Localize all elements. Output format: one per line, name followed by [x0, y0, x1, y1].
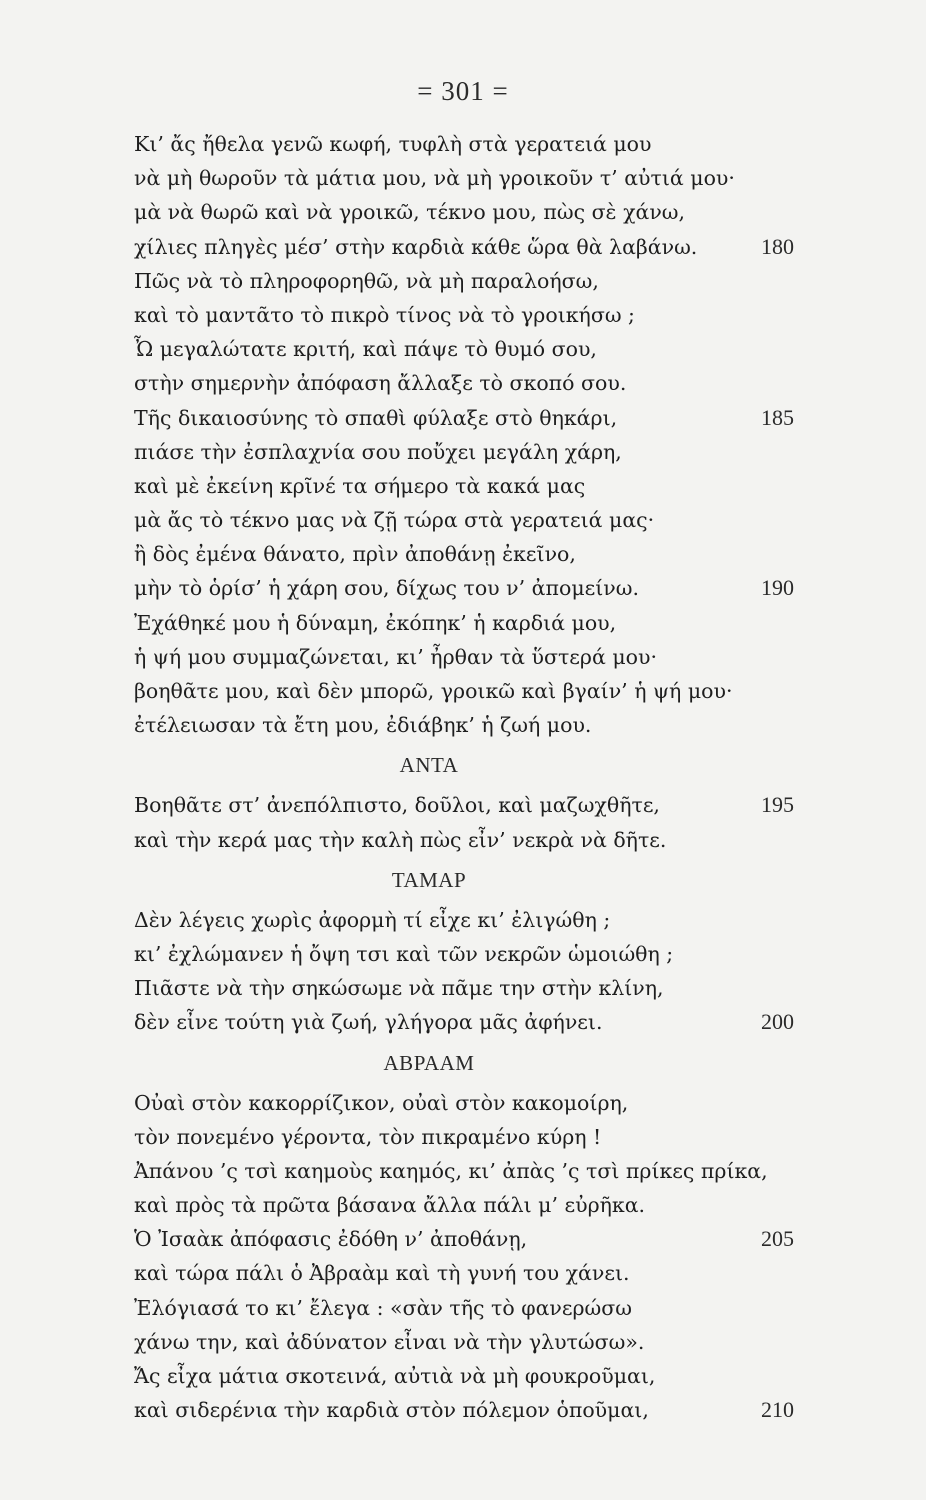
verse-line-text: καὶ πρὸς τὰ πρῶτα βάσανα ἄλλα πάλι μ’ εὐρῆκα. — [134, 1193, 646, 1218]
verse-line-text: Ὁ Ἰσαὰκ ἀπόφασις ἐδόθη ν’ ἀποθάνῃ, — [134, 1227, 528, 1252]
verse-line-text: νὰ μὴ θωροῦν τὰ μάτια μου, νὰ μὴ γροικοῦν τ’ αὐτιά μου· — [134, 166, 735, 191]
verse-line — [134, 971, 794, 1005]
verse-block-3 — [134, 903, 794, 1040]
verse-line-text: ἐτέλειωσαν τὰ ἔτη μου, ἐδιάβηκ’ ἡ ζωή μου. — [134, 713, 592, 738]
verse-line-text: Ἐλόγιασά το κι’ ἔλεγα : «σὰν τῆς τὸ φανερώσω — [134, 1295, 632, 1320]
verse-line — [134, 332, 794, 366]
verse-line — [134, 230, 794, 264]
verse-line-text: καὶ μὲ ἐκείνη κρῖνέ τα σήμερο τὰ κακά μας — [134, 473, 586, 498]
verse-line-text: Ἄς εἶχα μάτια σκοτεινά, αὐτιὰ νὰ μὴ φουκροῦμαι, — [134, 1364, 656, 1388]
line-number: 185 — [761, 404, 794, 430]
verse-line — [134, 1325, 794, 1359]
verse-line-text: πιάσε τὴν ἐσπλαχνία σου ποὔχει μεγάλη χάρη, — [134, 439, 622, 464]
verse-line-text: χίλιες πληγὲς μέσ’ στὴν καρδιὰ κάθε ὥρα θὰ λαβάνω. — [134, 234, 698, 259]
verse-line — [134, 606, 794, 640]
line-number: 195 — [761, 792, 794, 818]
verse-line-text: Κι’ ἄς ἤθελα γενῶ κωφή, τυφλὴ στὰ γερατειά μου — [134, 132, 652, 156]
verse-line-text: Ὦ μεγαλώτατε κριτή, καὶ πάψε τὸ θυμό σου, — [134, 337, 597, 362]
verse-line-text: δὲν εἶνε τούτη γιὰ ζωή, γλήγορα μᾶς ἀφήνει. — [134, 1010, 603, 1035]
verse-text — [134, 127, 794, 1427]
line-number: 200 — [761, 1009, 794, 1035]
line-number: 190 — [761, 575, 794, 601]
verse-block-4 — [134, 1086, 794, 1428]
verse-line — [134, 1120, 794, 1154]
verse-line-text: καὶ τὸ μαντᾶτο τὸ πικρὸ τίνος νὰ τὸ γροικήσω ; — [134, 302, 635, 327]
verse-line-text: Ἀπάνου ’ς τσὶ καημοὺς καημός, κι’ ἀπὰς ’ς τσὶ πρίκες πρίκα, — [134, 1158, 768, 1183]
verse-line — [134, 1005, 794, 1039]
verse-line — [134, 127, 794, 161]
verse-line — [134, 788, 794, 822]
verse-line-text: μὴν τὸ ὁρίσ’ ἡ χάρη σου, δίχως του ν’ ἀπομείνω. — [134, 576, 639, 601]
verse-line — [134, 161, 794, 195]
verse-line-text: στὴν σημερνὴν ἀπόφαση ἄλλαξε τὸ σκοπό σου. — [134, 371, 627, 396]
verse-line-text: Βοηθᾶτε στ’ ἀνεπόλπιστο, δοῦλοι, καὶ μαζωχθῆτε, — [134, 793, 660, 818]
line-number: 205 — [761, 1226, 794, 1252]
line-number: 210 — [761, 1397, 794, 1423]
page-number: = 301 = — [417, 76, 509, 106]
verse-line-text: ἢ δὸς ἐμένα θάνατο, πρὶν ἀποθάνῃ ἐκεῖνο, — [134, 542, 576, 567]
verse-line — [134, 264, 794, 298]
verse-line-text: καὶ σιδερένια τὴν καρδιὰ στὸν πόλεμον ὁποῦμαι, — [134, 1398, 649, 1423]
verse-line-text: καὶ τὴν κερά μας τὴν καλὴ πὼς εἶν’ νεκρὰ νὰ δῆτε. — [134, 827, 667, 852]
verse-line — [134, 640, 794, 674]
verse-line — [134, 503, 794, 537]
verse-line-text: μὰ νὰ θωρῶ καὶ νὰ γροικῶ, τέκνο μου, πὼς σὲ χάνω, — [134, 200, 686, 225]
verse-line — [134, 1256, 794, 1290]
verse-block-2 — [134, 788, 794, 856]
verse-line — [134, 1393, 794, 1427]
verse-line-text: Οὐαὶ στὸν κακορρίζικον, οὐαὶ στὸν κακομοίρη, — [134, 1090, 629, 1115]
verse-line-text: καὶ τώρα πάλι ὁ Ἀβραὰμ καὶ τὴ γυνή του χάνει. — [134, 1261, 630, 1286]
verse-line — [134, 937, 794, 971]
speaker-name: ΤΑΜΑΡ — [391, 867, 467, 892]
verse-line — [134, 537, 794, 571]
verse-line-text: ἡ ψή μου συμμαζώνεται, κι’ ἦρθαν τὰ ὕστερά μου· — [134, 644, 657, 669]
verse-line-text: Ἐχάθηκέ μου ἡ δύναμη, ἐκόπηκ’ ἡ καρδιά μου, — [134, 610, 617, 635]
verse-line-text: χάνω την, καὶ ἀδύνατον εἶναι νὰ τὴν γλυτώσω». — [134, 1329, 645, 1354]
verse-line — [134, 1188, 794, 1222]
verse-line — [134, 903, 794, 937]
verse-line — [134, 823, 794, 857]
verse-line-text: βοηθᾶτε μου, καὶ δὲν μπορῶ, γροικῶ καὶ βγαίν’ ἡ ψή μου· — [134, 679, 733, 703]
verse-line-text: Δὲν λέγεις χωρὶς ἀφορμὴ τί εἶχε κι’ ἐλιγώθη ; — [134, 907, 611, 932]
verse-line — [134, 1154, 794, 1188]
verse-line — [134, 571, 794, 605]
verse-line — [134, 401, 794, 435]
speaker-name: ΑΒΡΑΑΜ — [383, 1050, 475, 1075]
verse-line — [134, 469, 794, 503]
verse-line — [134, 366, 794, 400]
verse-line — [134, 1359, 794, 1393]
verse-line — [134, 1086, 794, 1120]
verse-line-text: Τῆς δικαιοσύνης τὸ σπαθὶ φύλαξε στὸ θηκάρι, — [134, 405, 618, 430]
verse-line-text: Πῶς νὰ τὸ πληροφορηθῶ, νὰ μὴ παραλοήσω, — [134, 268, 599, 293]
verse-block-1 — [134, 127, 794, 742]
verse-line — [134, 435, 794, 469]
verse-line-text: τὸν πονεμένο γέροντα, τὸν πικραμένο κύρη ! — [134, 1124, 602, 1149]
verse-line — [134, 195, 794, 229]
verse-line — [134, 708, 794, 742]
verse-line — [134, 1291, 794, 1325]
verse-line-text: κι’ ἐχλώμανεν ἡ ὄψη τσι καὶ τῶν νεκρῶν ὡμοιώθη ; — [134, 941, 674, 966]
verse-line — [134, 674, 794, 708]
verse-line-text: μὰ ἄς τὸ τέκνο μας νὰ ζῇ τώρα στὰ γερατειά μας· — [134, 508, 655, 533]
verse-line-text: Πιᾶστε νὰ τὴν σηκώσωμε νὰ πᾶμε την στὴν κλίνη, — [134, 976, 664, 1001]
verse-line — [134, 298, 794, 332]
speaker-name: ΑΝΤΑ — [399, 753, 459, 778]
verse-line — [134, 1222, 794, 1256]
line-number: 180 — [761, 233, 794, 259]
